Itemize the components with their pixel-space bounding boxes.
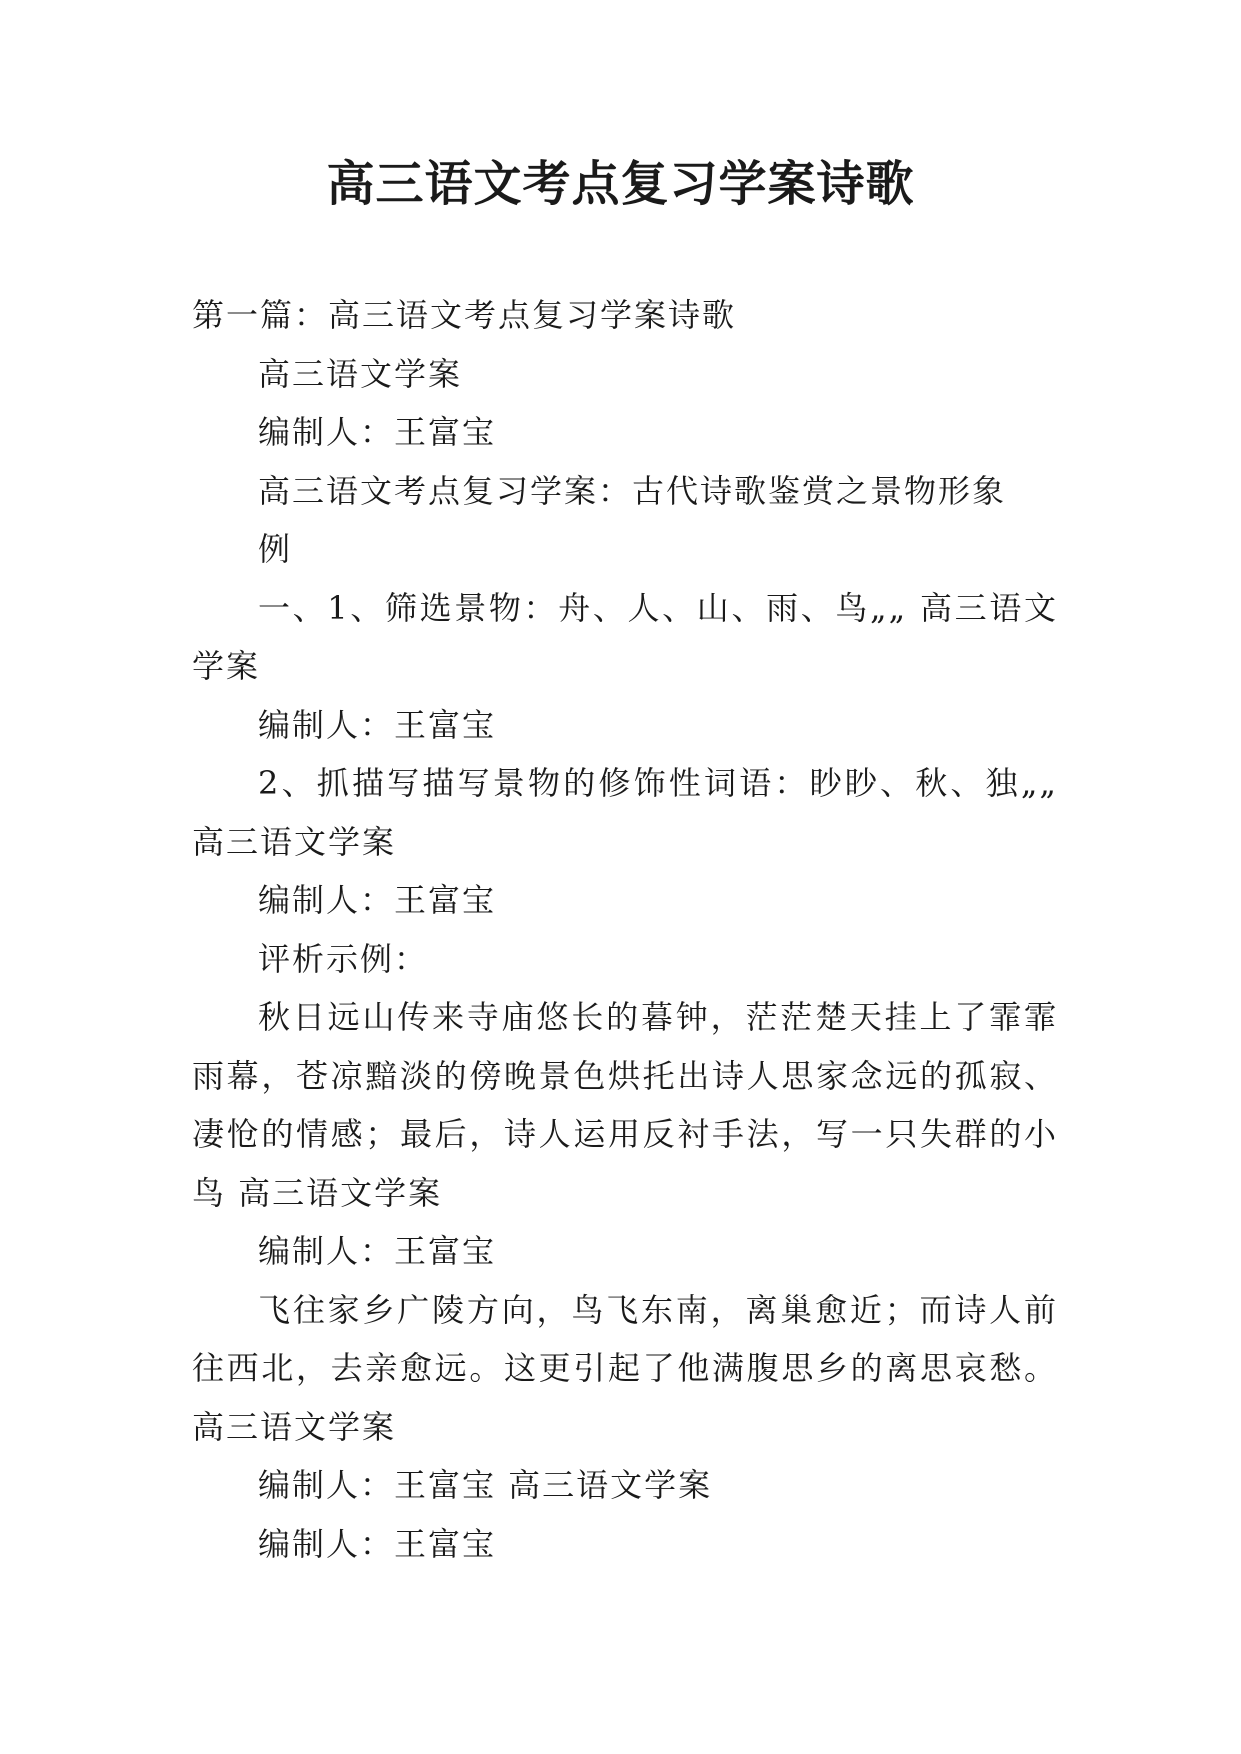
paragraph: 秋日远山传来寺庙悠长的暮钟，茫茫楚天挂上了霏霏雨幕，苍凉黯淡的傍晚景色烘托出诗人思家念远的孤寂、凄怆的情感；最后，诗人运用反衬手法，写一只失群的小鸟 高三语文学案 bbox=[192, 998, 1058, 1212]
paragraph: 编制人：王富宝 高三语文学案 bbox=[258, 1466, 713, 1504]
paragraph: 例 bbox=[258, 530, 293, 568]
paragraph: 一、1、筛选景物：舟、人、山、雨、鸟„„ 高三语文学案 bbox=[192, 588, 1058, 685]
paragraph: 编制人：王富宝 bbox=[258, 413, 497, 451]
paragraph: 飞往家乡广陵方向，鸟飞东南，离巢愈近；而诗人前往西北，去亲愈远。这更引起了他满腹思乡的离思哀愁。高三语文学案 bbox=[192, 1290, 1058, 1446]
paragraph: 高三语文考点复习学案：古代诗歌鉴赏之景物形象 bbox=[258, 471, 1007, 510]
paragraph: 编制人：王富宝 bbox=[258, 1524, 497, 1563]
paragraph: 编制人：王富宝 bbox=[258, 705, 497, 744]
document-body bbox=[192, 286, 1058, 1573]
paragraph: 高三语文学案 bbox=[258, 354, 463, 393]
document-title: 高三语文考点复习学案诗歌 bbox=[326, 156, 915, 212]
paragraph: 编制人：王富宝 bbox=[258, 1232, 497, 1270]
paragraph: 评析示例： bbox=[258, 939, 429, 978]
paragraph: 2、抓描写描写景物的修饰性词语：眇眇、秋、独„„ 高三语文学案 bbox=[192, 764, 1058, 861]
paragraph: 编制人：王富宝 bbox=[258, 881, 497, 919]
paragraph: 第一篇：高三语文考点复习学案诗歌 bbox=[192, 296, 737, 334]
